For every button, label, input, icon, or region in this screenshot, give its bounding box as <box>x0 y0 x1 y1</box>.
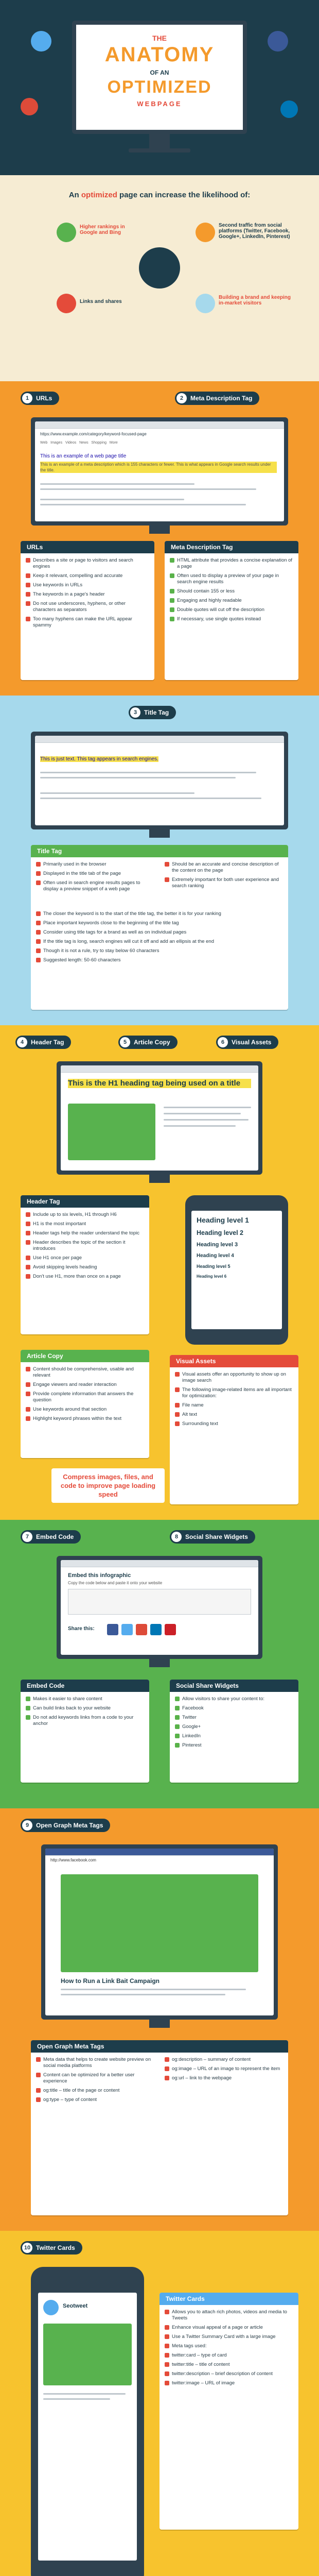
title-screen-text: This is just text. This tag appears in search engines. <box>40 756 158 762</box>
tweet-line <box>43 2398 110 2400</box>
title-item: Primarily used in the browser <box>36 861 154 868</box>
title-monitor-stand <box>149 829 170 838</box>
subtitle: WEBPAGE <box>137 100 182 108</box>
tweet-card-image <box>43 2324 132 2385</box>
embed-pill-label: Embed Code <box>36 1533 74 1540</box>
embed-monitor-stand <box>149 1659 170 1667</box>
share-item: Pinterest <box>175 1742 293 1749</box>
phone-heading-6: Heading level 6 <box>197 1274 227 1279</box>
urls-item: Use keywords in URLs <box>26 582 149 588</box>
content-monitor <box>57 1061 262 1175</box>
header-item: Header tags help the reader understand the topic <box>26 1230 144 1236</box>
title-item: Often used in search engine results pages to display a preview snippet of a web page <box>36 880 154 892</box>
og-pill <box>21 1819 110 1832</box>
og-item: Meta data that helps to create website preview on social media platforms <box>36 2057 154 2069</box>
share-item: Facebook <box>175 1705 293 1711</box>
title-item: The closer the keyword is to the start of the title tag, the better it is for your ranking <box>36 911 283 917</box>
of-an-label: OF AN <box>150 69 169 76</box>
open-graph-section <box>0 1808 319 2231</box>
header-item: Header describes the topic of the section it introduces <box>26 1240 144 1252</box>
twitter-number: 10 <box>22 2243 32 2253</box>
visual-pill-label: Visual Assets <box>232 1039 272 1046</box>
share-item: Allow visitors to share your content to: <box>175 1696 293 1702</box>
pre-title: THE <box>152 34 167 42</box>
title-screen <box>35 736 284 825</box>
browser-bar <box>61 1065 258 1073</box>
intro-item-brand: Building a brand and keeping in-market visitors <box>219 295 291 306</box>
linkedin-icon <box>280 100 298 118</box>
urls-item: Too many hyphens can make the URL appear spammy <box>26 616 149 629</box>
nav-videos[interactable]: Videos <box>65 441 77 445</box>
twitter-item: Meta tags used: <box>165 2343 293 2349</box>
title-item: Consider using title tags for a brand as well as on individual pages <box>36 929 283 936</box>
urls-item: The keywords in a page's header <box>26 591 149 598</box>
urls-card-title: URLs <box>21 541 154 553</box>
meta-item: Often used to display a preview of your page in search engine results <box>170 573 293 585</box>
share-card-title: Social Share Widgets <box>170 1680 298 1692</box>
article-pill <box>118 1036 178 1049</box>
og-card-title: Open Graph Meta Tags <box>31 2040 288 2053</box>
header-tag-pill <box>15 1036 71 1049</box>
header-monitor <box>72 21 247 134</box>
og-card <box>31 2040 288 2215</box>
twitter-item: twitter:image – URL of image <box>165 2380 293 2386</box>
visual-item: Alt text <box>175 1412 293 1418</box>
browser-bar <box>35 736 284 743</box>
google-plus-icon <box>21 98 38 115</box>
search-monitor <box>31 417 288 526</box>
og-monitor-stand <box>149 2020 170 2028</box>
urls-number: 1 <box>22 393 32 403</box>
screen-result-title[interactable]: This is an example of a web page title <box>40 453 127 459</box>
header-tag-card-title: Header Tag <box>21 1195 149 1208</box>
visual-number: 6 <box>218 1037 228 1047</box>
meta-pill-label: Meta Description Tag <box>190 395 253 402</box>
og-screen-url: http://www.facebook.com <box>50 1858 96 1862</box>
content-screen <box>61 1065 258 1171</box>
article-item: Engage viewers and reader interaction <box>26 1382 144 1388</box>
share-item: LinkedIn <box>175 1733 293 1739</box>
title-item: If the title tag is long, search engines will cut it off and add an ellipsis at the end <box>36 939 283 945</box>
share-item: Google+ <box>175 1724 293 1730</box>
share-card <box>170 1680 298 1783</box>
og-line <box>61 1989 246 1990</box>
result-line <box>40 798 261 799</box>
article-card <box>21 1350 149 1458</box>
share-this-label: Share this: <box>68 1626 95 1632</box>
center-hub <box>139 247 180 289</box>
browser-bar <box>35 421 284 429</box>
header-item: Don't use H1, more than once on a page <box>26 1274 144 1280</box>
header-tag-pill-label: Header Tag <box>31 1039 64 1046</box>
urls-item: Do not use underscores, hyphens, or other characters as separators <box>26 601 149 613</box>
result-line <box>40 772 256 773</box>
embed-screen-title: Embed this infographic <box>68 1572 131 1579</box>
share-pill-label: Social Share Widgets <box>185 1533 248 1540</box>
twitter-item: twitter:description – brief description of content <box>165 2371 293 2377</box>
meta-item: If necessary, use single quotes instead <box>170 616 293 622</box>
phone-heading-2: Heading level 2 <box>197 1229 244 1236</box>
copy-line <box>164 1107 251 1108</box>
meta-item: HTML attribute that provides a concise explanation of a page <box>170 557 293 570</box>
share-pinterest-button[interactable] <box>165 1624 176 1635</box>
embed-card-title: Embed Code <box>21 1680 149 1692</box>
intro-item-rankings: Higher rankings in Google and Bing <box>80 224 125 235</box>
share-linkedin-button[interactable] <box>150 1624 162 1635</box>
title-item: Suggested length: 50-60 characters <box>36 957 283 963</box>
nav-more[interactable]: More <box>109 441 118 445</box>
title-monitor <box>31 732 288 829</box>
header-section <box>0 0 319 175</box>
intro-item-links: Links and shares <box>80 299 122 304</box>
share-googleplus-button[interactable] <box>136 1624 147 1635</box>
embed-share-section <box>0 1520 319 1808</box>
twitter-item: twitter:card – type of card <box>165 2352 293 2359</box>
search-screen <box>35 421 284 521</box>
browser-bar <box>61 1560 258 1567</box>
copy-line <box>164 1125 236 1127</box>
title-item: Extremely important for both user experience and search ranking <box>165 877 283 889</box>
social-traffic-icon <box>196 223 215 242</box>
og-item: Content can be optimized for a better user experience <box>36 2072 154 2084</box>
main-title-2: OPTIMIZED <box>107 77 212 97</box>
urls-item: Describes a site or page to visitors and search engines <box>26 557 149 570</box>
article-item: Use keywords around that section <box>26 1406 144 1413</box>
tweet-name: Seotweet <box>63 2303 88 2309</box>
search-monitor-stand <box>149 526 170 534</box>
compress-callout: Compress images, files, and code to improve page loading speed <box>51 1468 165 1503</box>
og-number: 9 <box>22 1820 32 1831</box>
visual-item: Surrounding text <box>175 1421 293 1427</box>
intro-item-social: Second traffic from social platforms (Twitter, Facebook, Google+, LinkedIn, Pinterest) <box>219 223 290 240</box>
twitter-phone-screen <box>38 2293 137 2561</box>
content-section <box>0 1025 319 1520</box>
title-item: Displayed in the title tab of the page <box>36 871 154 877</box>
header-item: Include up to six levels, H1 through H6 <box>26 1212 144 1218</box>
header-tag-card <box>21 1195 149 1334</box>
og-item: og:image – URL of an image to represent the item <box>165 2066 283 2072</box>
meta-card <box>165 541 298 680</box>
og-preview-image <box>61 1874 258 1972</box>
main-title: ANATOMY <box>104 43 215 66</box>
embed-number: 7 <box>22 1532 32 1542</box>
nav-web[interactable]: Web <box>40 441 48 445</box>
result-line <box>40 499 184 500</box>
links-icon <box>57 294 76 313</box>
article-number: 5 <box>120 1037 130 1047</box>
intro-heading <box>0 191 319 199</box>
og-line <box>61 1994 225 1995</box>
article-card-title: Article Copy <box>21 1350 149 1362</box>
twitter-phone <box>31 2267 144 2576</box>
content-monitor-stand <box>149 1175 170 1183</box>
embed-code-box[interactable] <box>68 1589 251 1615</box>
share-item: Twitter <box>175 1715 293 1721</box>
meta-item: Should contain 155 or less <box>170 588 293 595</box>
nav-news[interactable]: News <box>79 441 88 445</box>
urls-pill-label: URLs <box>36 395 52 402</box>
tweet-line <box>43 2393 126 2395</box>
phone-heading-1: Heading level 1 <box>197 1216 249 1224</box>
result-line <box>40 483 194 485</box>
embed-screen-sub: Copy the code below and paste it onto your website <box>68 1581 163 1585</box>
header-item: Avoid skipping levels heading <box>26 1264 144 1270</box>
visual-item: File name <box>175 1402 293 1409</box>
embed-item: Can build links back to your website <box>26 1705 144 1711</box>
copy-line <box>164 1113 241 1114</box>
urls-pill <box>21 392 59 405</box>
hero-image <box>68 1104 155 1160</box>
twitter-item: Enhance visual appeal of a page or article <box>165 2325 293 2331</box>
share-twitter-button[interactable] <box>121 1624 133 1635</box>
og-item: og:description – summary of content <box>165 2057 283 2063</box>
title-item: Should be an accurate and concise description of the content on the page <box>165 861 283 874</box>
screen-result-desc: This is an example of a meta description which is 155 characters or fewer. This is what appears in Google search results under the title. <box>40 462 277 473</box>
title-tag-card-title: Title Tag <box>31 845 288 857</box>
header-tag-number: 4 <box>17 1037 27 1047</box>
nav-shopping[interactable]: Shopping <box>91 441 107 445</box>
meta-number: 2 <box>176 393 187 403</box>
phone-heading-5: Heading level 5 <box>197 1264 231 1269</box>
article-item: Provide complete information that answers the question <box>26 1391 144 1403</box>
twitter-card <box>160 2293 298 2530</box>
header-item: H1 is the most important <box>26 1221 144 1227</box>
embed-pill <box>21 1530 81 1544</box>
browser-bar <box>45 1849 274 1856</box>
twitter-icon <box>31 31 51 52</box>
article-item: Highlight keyword phrases within the text <box>26 1416 144 1422</box>
result-line <box>40 504 246 505</box>
share-facebook-button[interactable] <box>107 1624 118 1635</box>
og-item: og:type – type of content <box>36 2097 154 2103</box>
title-tag-number: 3 <box>130 707 140 718</box>
twitter-item: Allows you to attach rich photos, videos and media to Tweets <box>165 2309 293 2321</box>
visual-card <box>170 1355 298 1504</box>
rankings-icon <box>57 223 76 242</box>
meta-card-title: Meta Description Tag <box>165 541 298 553</box>
embed-screen <box>61 1560 258 1655</box>
embed-card <box>21 1680 149 1783</box>
title-tag-pill <box>129 706 176 719</box>
article-item: Content should be comprehensive, usable and relevant <box>26 1366 144 1379</box>
header-monitor-stand <box>149 134 170 148</box>
twitter-pill-label: Twitter Cards <box>36 2244 75 2251</box>
og-item: og:title – title of the page or content <box>36 2088 154 2094</box>
embed-item: Do not add keywords links from a code to your anchor <box>26 1715 144 1727</box>
share-number: 8 <box>171 1532 182 1542</box>
visual-pill <box>216 1036 278 1049</box>
visual-item: Visual assets offer an opportunity to show up on image search <box>175 1371 293 1384</box>
twitter-section <box>0 2231 319 2576</box>
embed-item: Makes it easier to share content <box>26 1696 144 1702</box>
twitter-item: Use a Twitter Summary Card with a large image <box>165 2334 293 2340</box>
urls-item: Keep it relevant, compelling and accurate <box>26 573 149 579</box>
title-tag-card <box>31 845 288 1010</box>
intro-text-after: page can increase the likelihood of: <box>119 191 251 199</box>
intro-text-before: An <box>68 191 79 199</box>
screen-url: https://www.example.com/category/keyword-focused-page <box>40 432 147 436</box>
title-tag-section <box>0 696 319 1025</box>
twitter-pill <box>21 2241 82 2255</box>
visual-card-title: Visual Assets <box>170 1355 298 1367</box>
meta-item: Engaging and highly readable <box>170 598 293 604</box>
og-screen <box>45 1849 274 2015</box>
facebook-icon <box>268 31 288 52</box>
meta-item: Double quotes will cut off the description <box>170 607 293 613</box>
embed-monitor <box>57 1556 262 1659</box>
og-pill-label: Open Graph Meta Tags <box>36 1822 103 1829</box>
search-nav <box>40 441 118 445</box>
article-pill-label: Article Copy <box>134 1039 170 1046</box>
og-item: og:url – link to the webpage <box>165 2075 283 2081</box>
urls-meta-section <box>0 381 319 696</box>
phone <box>185 1195 288 1345</box>
nav-images[interactable]: Images <box>50 441 63 445</box>
result-line <box>40 777 236 778</box>
phone-screen <box>191 1211 282 1329</box>
meta-pill <box>175 392 259 405</box>
visual-item: The following image-related items are all important for optimization: <box>175 1387 293 1399</box>
intro-section <box>0 175 319 381</box>
title-tag-pill-label: Title Tag <box>144 709 169 716</box>
og-post-title[interactable]: How to Run a Link Bait Campaign <box>61 1977 160 1985</box>
urls-card <box>21 541 154 680</box>
result-line <box>40 488 256 490</box>
title-item: Place important keywords close to the beginning of the title tag <box>36 920 283 926</box>
result-line <box>40 792 194 794</box>
twitter-card-title: Twitter Cards <box>160 2293 298 2305</box>
phone-heading-3: Heading level 3 <box>197 1242 238 1248</box>
copy-line <box>164 1119 249 1121</box>
title-item: Though it is not a rule, try to stay below 60 characters <box>36 948 283 954</box>
h1-text: This is the H1 heading tag being used on a title <box>68 1079 251 1088</box>
brand-icon <box>196 294 215 313</box>
twitter-item: twitter:title – title of content <box>165 2362 293 2368</box>
header-item: Use H1 once per page <box>26 1255 144 1261</box>
header-monitor-base <box>129 148 190 152</box>
tweet-avatar <box>43 2300 59 2315</box>
intro-text-highlight: optimized <box>81 191 117 199</box>
phone-heading-4: Heading level 4 <box>197 1253 234 1259</box>
og-monitor <box>41 1844 278 2020</box>
share-pill <box>170 1530 255 1544</box>
